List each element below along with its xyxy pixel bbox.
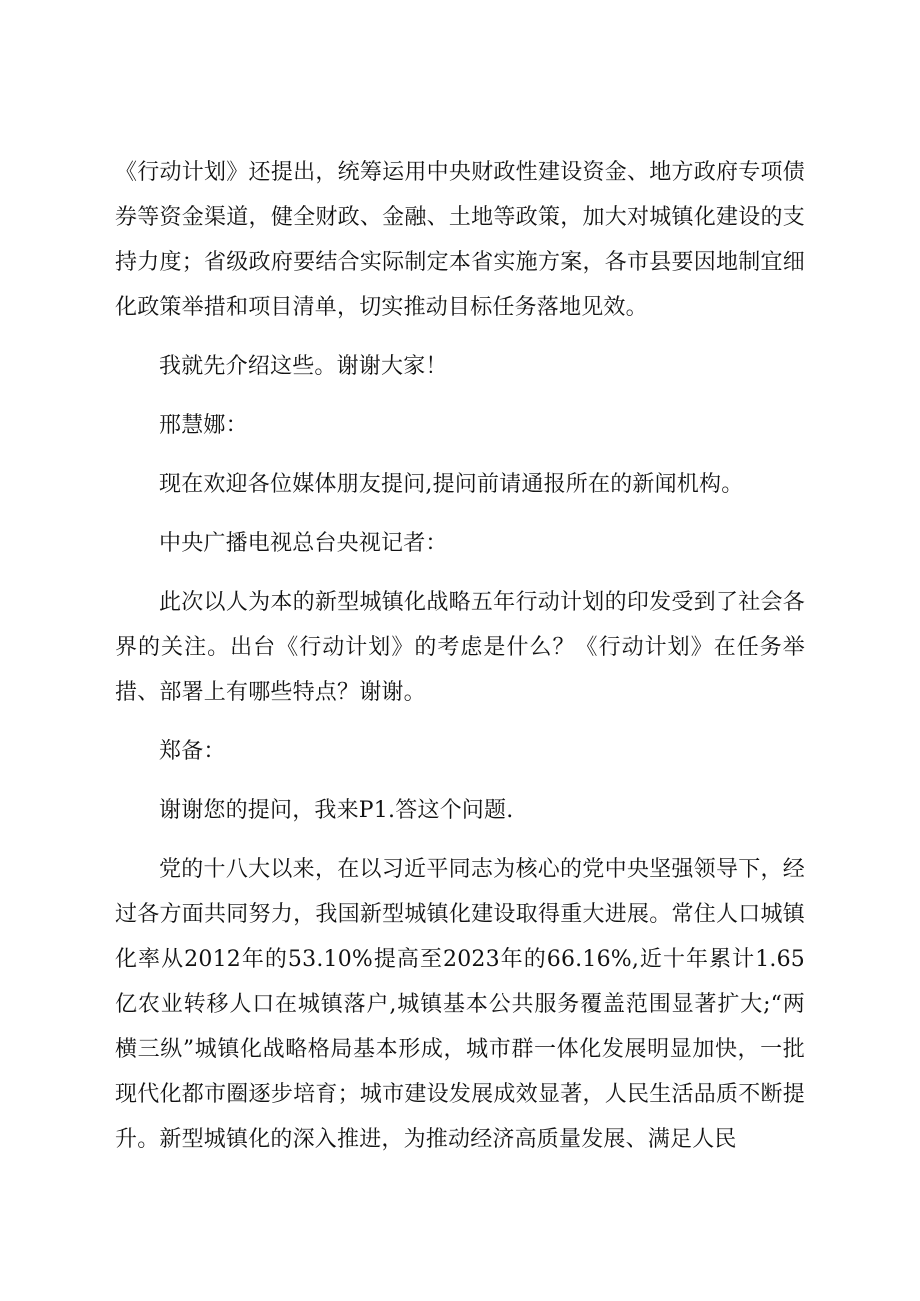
paragraph-answer-intro: 谢谢您的提问，我来P1.答这个问题.: [159, 798, 514, 823]
paragraph-gap: [115, 833, 805, 847]
paragraph-gap: [115, 507, 805, 521]
document-body: [115, 150, 805, 1162]
paragraph-policy-support: 《行动计划》还提出，统筹运用中央财政性建设资金、地方政府专项债券等资金渠道，健全财政、金融、土地等政策，加大对城镇化建设的支持力度；省级政府要结合实际制定本省实施方案，各市县要因地制宜细化政策举措和项目清单，切实推动目标任务落地见效。: [115, 160, 805, 320]
paragraph-gap: [115, 715, 805, 729]
speaker-name-respondent: 郑备：: [159, 739, 226, 764]
paragraph-gap: [115, 330, 805, 344]
paragraph-reporter-question: 此次以人为本的新型城镇化战略五年行动计划的印发受到了社会各界的关注。出台《行动计划》的考虑是什么？《行动计划》在任务举措、部署上有哪些特点？谢谢。: [115, 590, 805, 705]
paragraph-invite-questions: 现在欢迎各位媒体朋友提问,提问前请通报所在的新闻机构。: [159, 472, 744, 497]
paragraph-gap: [115, 389, 805, 403]
speaker-name-host: 邢慧娜：: [159, 413, 248, 438]
paragraph-gap: [115, 448, 805, 462]
paragraph-closing-remark: 我就先介绍这些。谢谢大家！: [159, 354, 448, 379]
paragraph-gap: [115, 566, 805, 580]
paragraph-urbanization-progress: 党的十八大以来，在以习近平同志为核心的党中央坚强领导下，经过各方面共同努力，我国新型城镇化建设取得重大进展。常住人口城镇化率从2012年的53.10%提高至2023年的66.16%,近十年累计1.65亿农业转移人口在城镇落户,城镇基本公共服务覆盖范围显著扩大;“两横三纵”城镇化战略格局基本形成，城市群一体化发展明显加快，一批现代化都市圈逐步培育；城市建设发展成效显著，人民生活品质不断提升。新型城镇化的深入推进，为推动经济高质量发展、满足人民: [115, 857, 805, 1152]
paragraph-gap: [115, 774, 805, 788]
speaker-name-reporter: 中央广播电视总台央视记者：: [159, 531, 448, 556]
